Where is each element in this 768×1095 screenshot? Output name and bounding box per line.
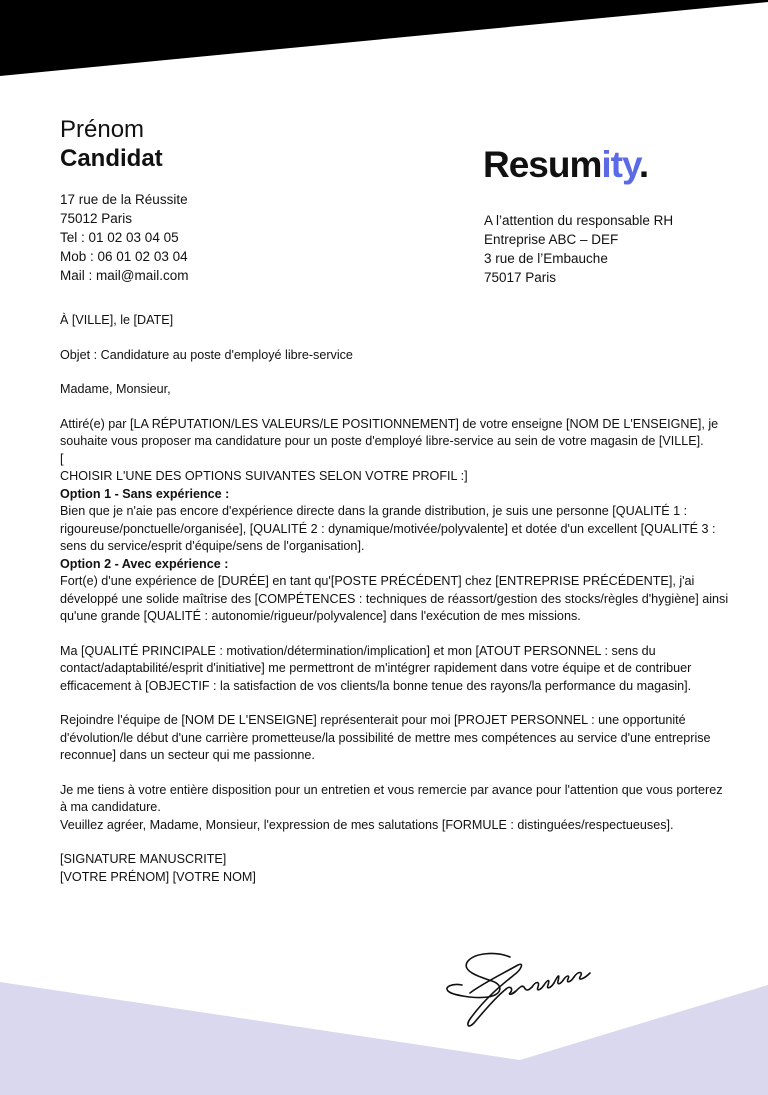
recipient-company: Entreprise ABC – DEF: [484, 232, 619, 247]
handwritten-signature: [440, 945, 610, 1040]
availability-paragraph: Je me tiens à votre entière disposition pour un entretien et vous remercie par avance pour l'attention que vous porterez à ma candidature.: [60, 782, 723, 814]
project-paragraph: Rejoindre l'équipe de [NOM DE L'ENSEIGNE] représenterait pour moi [PROJET PERSONNEL : une opportunité d'évolution/le début d'une carrière prometteuse/la possibilité de mettre mes compétences au service d'une entreprise reconnue] dans un secteur qui me passionne.: [60, 713, 711, 762]
recipient-city: 75017 Paris: [484, 270, 557, 285]
intro-paragraph: Attiré(e) par [LA RÉPUTATION/LES VALEURS/LE POSITIONNEMENT] de votre enseigne [NOM DE L'ENSEIGNE], je souhaite vous proposer ma candidature pour un poste d'employé libre-service au sein de votre magasin de [VILLE].: [60, 416, 719, 448]
name-placeholder: [VOTRE PRÉNOM] [VOTRE NOM]: [60, 869, 256, 884]
recipient-address-block: [484, 211, 673, 287]
candidate-first-name: Prénom: [60, 116, 145, 143]
sender-city: 75012 Paris: [60, 211, 133, 226]
date-line: À [VILLE], le [DATE]: [60, 313, 174, 327]
letter-body: [60, 312, 730, 886]
salutation: Madame, Monsieur,: [60, 382, 171, 396]
sender-email: Mail : mail@mail.com: [60, 268, 189, 283]
logo-text-accent: ity: [601, 144, 639, 185]
options-bracket-open: [: [60, 451, 64, 466]
recipient-attention: A l’attention du responsable RH: [484, 213, 674, 228]
logo-text-main: Resum: [483, 144, 602, 185]
sender-street: 17 rue de la Réussite: [60, 192, 188, 207]
candidate-last-name: Candidat: [60, 145, 163, 172]
subject-line: Objet : Candidature au poste d'employé libre-service: [60, 347, 353, 362]
resumity-logo: [483, 144, 648, 186]
sender-mobile: Mob : 06 01 02 03 04: [60, 249, 188, 264]
option1-text: Bien que je n'aie pas encore d'expérience directe dans la grande distribution, je suis une personne [QUALITÉ 1 : rigoureuse/ponctuelle/organisée], [QUALITÉ 2 : dynamique/motivée/polyvalente] et dotée d'un excellent [QUALITÉ 3 : sens du service/esprit d'équipe/sens de l'organisation].: [60, 504, 716, 553]
option2-title: Option 2 - Avec expérience :: [60, 556, 229, 571]
top-black-band: [0, 0, 768, 76]
logo-text-dot: .: [638, 144, 649, 185]
sender-phone: Tel : 01 02 03 04 05: [60, 230, 179, 245]
sender-address-block: [60, 190, 188, 285]
option1-title: Option 1 - Sans expérience :: [60, 486, 230, 501]
options-instruction: CHOISIR L'UNE DES OPTIONS SUIVANTES SELON VOTRE PROFIL :]: [60, 469, 468, 483]
recipient-street: 3 rue de l’Embauche: [484, 251, 608, 266]
closing-formula: Veuillez agréer, Madame, Monsieur, l'expression de mes salutations [FORMULE : distinguées/respectueuses].: [60, 817, 674, 832]
quality-paragraph: Ma [QUALITÉ PRINCIPALE : motivation/détermination/implication] et mon [ATOUT PERSONNEL : sens du contact/adaptabilité/esprit d'initiative] me permettront de m'intégrer rapidement dans votre équipe et de contribuer efficacement à [OBJECTIF : la satisfaction de vos clients/la bonne tenue des rayons/la performance du magasin].: [60, 643, 692, 693]
option2-text: Fort(e) d'une expérience de [DURÉE] en tant qu'[POSTE PRÉCÉDENT] chez [ENTREPRISE PRÉCÉDENTE], j'ai développé une solide maîtrise des [COMPÉTENCES : techniques de réassort/gestion des stocks/règles d'hygiène] ainsi qu'une grande [QUALITÉ : autonomie/rigueur/polyvalence] dans l'exécution de mes missions.: [60, 574, 729, 623]
bottom-lavender-band: [0, 982, 768, 1095]
signature-placeholder: [SIGNATURE MANUSCRITE]: [60, 852, 227, 866]
